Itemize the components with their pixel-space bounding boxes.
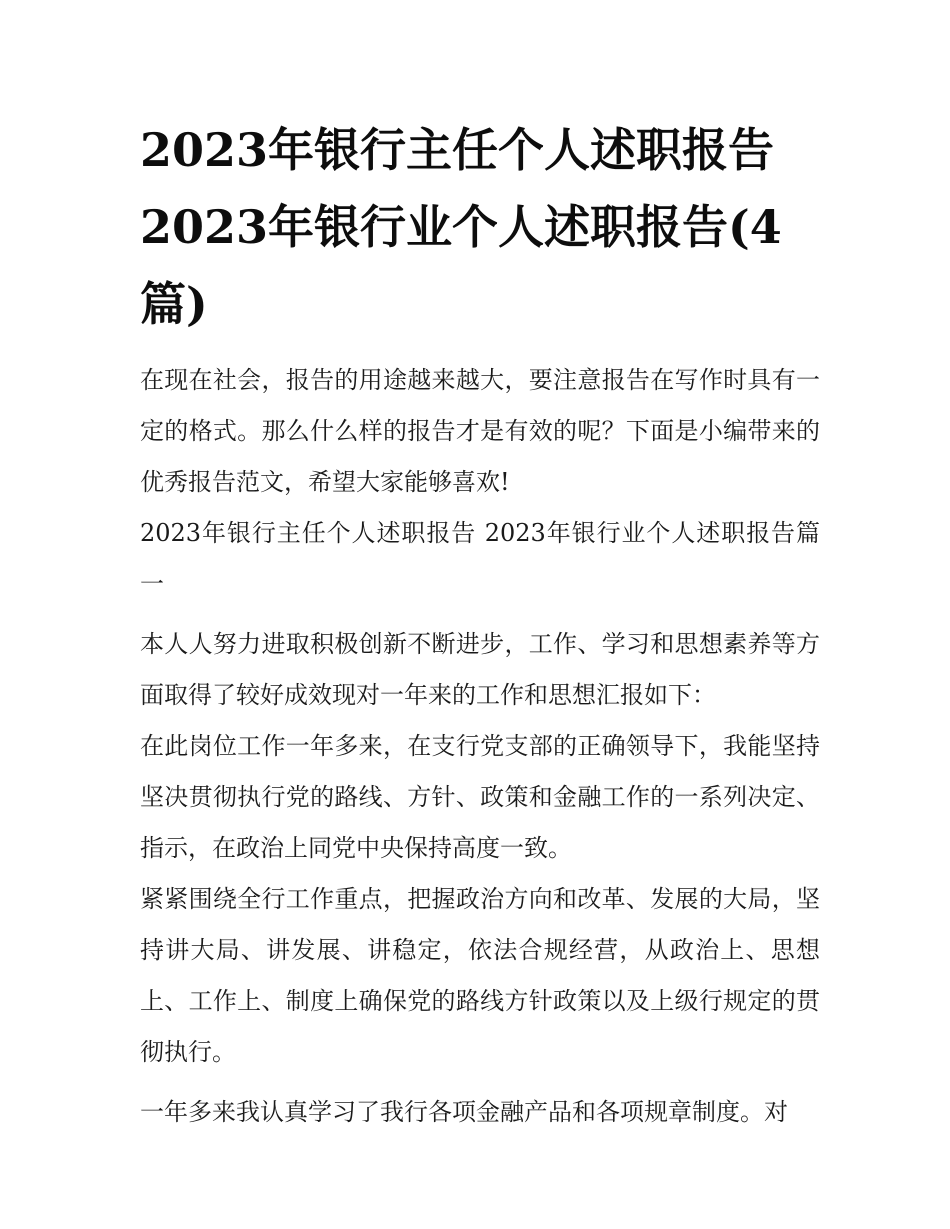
document-body (140, 355, 820, 1138)
paragraph-study: 一年多来我认真学习了我行各项金融产品和各项规章制度。对 (140, 1098, 788, 1126)
paragraph-summary: 本人人努力进取积极创新不断进步，工作、学习和思想素养等方面取得了较好成效现对一年来的工作和思想汇报如下： (140, 630, 820, 709)
paragraph-work-focus: 紧紧围绕全行工作重点，把握政治方向和改革、发展的大局，坚持讲大局、讲发展、讲稳定，依法合规经营，从政治上、思想上、工作上、制度上确保党的路线方针政策以及上级行规定的贯彻执行。 (140, 885, 820, 1066)
paragraph-section-heading: 2023年银行主任个人述职报告 2023年银行业个人述职报告篇一 (140, 519, 820, 598)
document-content (140, 112, 820, 1138)
paragraph-intro: 在现在社会，报告的用途越来越大，要注意报告在写作时具有一定的格式。那么什么样的报告才是有效的呢？下面是小编带来的优秀报告范文，希望大家能够喜欢! (140, 366, 820, 496)
paragraph-political-stance: 在此岗位工作一年多来，在支行党支部的正确领导下，我能坚持坚决贯彻执行党的路线、方针、政策和金融工作的一系列决定、指示，在政治上同党中央保持高度一致。 (140, 732, 820, 862)
document-title: 2023年银行主任个人述职报告 2023年银行业个人述职报告(4篇) (140, 123, 782, 331)
